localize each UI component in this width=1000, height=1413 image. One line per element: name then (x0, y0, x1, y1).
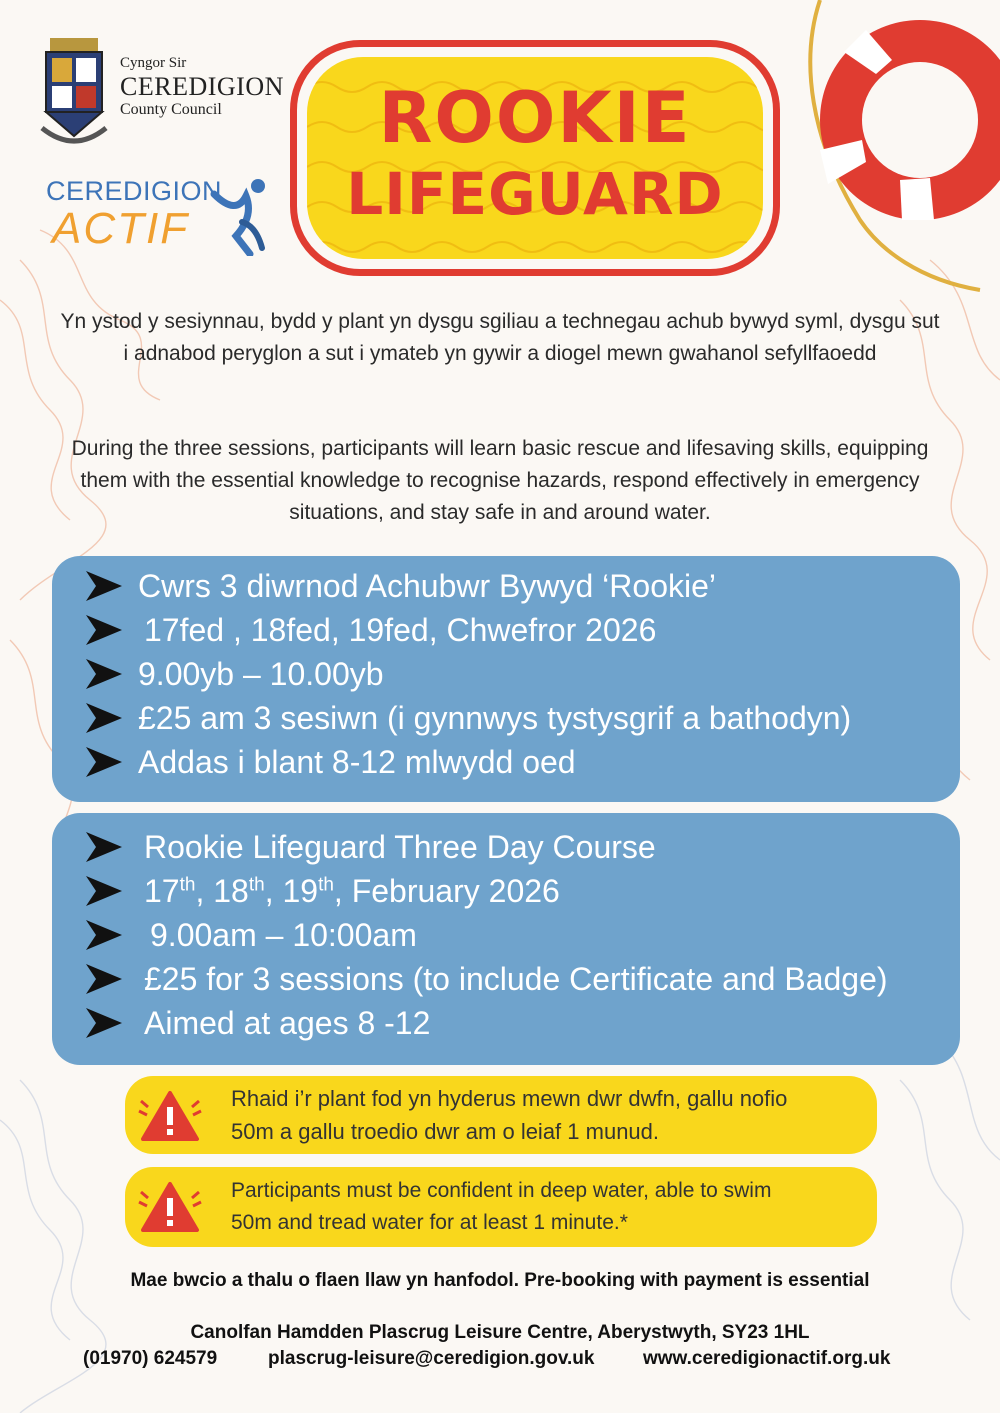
welsh-dates: 17fed , 18fed, 19fed, Chwefror 2026 (144, 611, 657, 648)
english-warning-line-1: Participants must be confident in deep water, able to swim (231, 1179, 772, 1202)
chevron-right-icon (86, 615, 122, 645)
english-price: £25 for 3 sessions (to include Certificate and Badge) (144, 960, 888, 997)
council-line-3: County Council (120, 101, 222, 118)
welsh-bullet (52, 740, 960, 784)
english-warning-text (231, 1175, 771, 1239)
website-link[interactable]: www.ceredigionactif.org.uk (643, 1348, 891, 1369)
welsh-price: £25 am 3 sesiwn (i gynnwys tystysgrif a bathodyn) (138, 699, 852, 736)
chevron-right-icon (86, 832, 122, 862)
english-bullet (52, 1001, 960, 1045)
ordinal-suffix: th (248, 873, 265, 895)
running-figure-icon (206, 176, 276, 256)
date-month: February 2026 (351, 872, 560, 909)
booking-notice: Mae bwcio a thalu o flaen llaw yn hanfodol. Pre-booking with payment is essential (130, 1270, 870, 1291)
english-course: Rookie Lifeguard Three Day Course (144, 828, 656, 865)
english-bullet (52, 913, 960, 957)
welsh-bullet (52, 696, 960, 740)
english-details-panel (52, 813, 960, 1065)
ordinal-suffix: th (318, 873, 334, 895)
welsh-details-panel (52, 556, 960, 802)
welsh-warning-line-1: Rhaid i’r plant fod yn hyderus mewn dwr dwfn, gallu nofio (231, 1086, 788, 1111)
title-lifeguard: LIFEGUARD (346, 160, 724, 228)
chevron-right-icon (86, 659, 122, 689)
welsh-warning-line-2: 50m a gallu troedio dwr am o leiaf 1 munud. (231, 1119, 660, 1144)
english-dates: 17th, 18th, 19th, February 2026 (144, 872, 560, 909)
council-name: CEREDIGION (120, 72, 284, 101)
actif-logo-line-1: CEREDIGION (46, 176, 223, 206)
intro-welsh: Yn ystod y sesiynnau, bydd y plant yn dysgu sgiliau a technegau achub bywyd syml, dysgu sut i adnabod peryglon a sut i ymateb yn gywir a diogel mewn gwahanol sefyllfaoedd (60, 310, 940, 365)
welsh-warning-text (231, 1082, 787, 1148)
english-ages: Aimed at ages 8 -12 (144, 1004, 431, 1041)
welsh-bullet (52, 652, 960, 696)
venue-address: Canolfan Hamdden Plascrug Leisure Centre, Aberystwyth, SY23 1HL (190, 1322, 810, 1343)
welsh-ages: Addas i blant 8-12 mlwydd oed (138, 743, 576, 780)
chevron-right-icon (86, 1008, 122, 1038)
welsh-bullet (52, 608, 960, 652)
chevron-right-icon (86, 703, 122, 733)
chevron-right-icon (86, 876, 122, 906)
english-warning-line-2: 50m and tread water for at least 1 minute.* (231, 1211, 628, 1234)
welsh-bullet (52, 564, 960, 608)
english-time: 9.00am – 10:00am (150, 916, 417, 953)
date-day-2: 18 (213, 872, 249, 909)
ceredigion-actif-logo (46, 176, 276, 256)
title-badge-inner (307, 57, 763, 259)
warning-icon (137, 1085, 203, 1145)
welsh-time: 9.00yb – 10.00yb (138, 655, 384, 692)
phone-number: (01970) 624579 (83, 1348, 218, 1369)
council-logo (38, 36, 298, 156)
chevron-right-icon (86, 920, 122, 950)
chevron-right-icon (86, 571, 122, 601)
english-bullet (52, 957, 960, 1001)
actif-logo-line-2: ACTIF (52, 204, 190, 253)
council-line-1: Cyngor Sir (120, 55, 187, 71)
warning-icon (137, 1176, 203, 1236)
english-bullet (52, 825, 960, 869)
title-badge (290, 40, 780, 276)
welsh-warning-box (125, 1076, 877, 1154)
english-warning-box (125, 1167, 877, 1247)
title-rookie: ROOKIE (378, 77, 692, 159)
intro-english: During the three sessions, participants will learn basic rescue and lifesaving skills, equipping them with the essential knowledge to recognise hazards, respond effectively in emergency situations, and stay safe in and around water. (71, 437, 929, 524)
chevron-right-icon (86, 747, 122, 777)
date-day-3: 19 (282, 872, 319, 909)
email-link[interactable]: plascrug-leisure@ceredigion.gov.uk (268, 1348, 595, 1369)
date-day-1: 17 (144, 872, 180, 909)
welsh-course: Cwrs 3 diwrnod Achubwr Bywyd ‘Rookie’ (138, 567, 716, 604)
chevron-right-icon (86, 964, 122, 994)
council-crest-icon (38, 36, 110, 148)
ordinal-suffix: th (179, 873, 196, 895)
english-bullet (52, 869, 960, 913)
life-ring-icon (780, 0, 1000, 300)
